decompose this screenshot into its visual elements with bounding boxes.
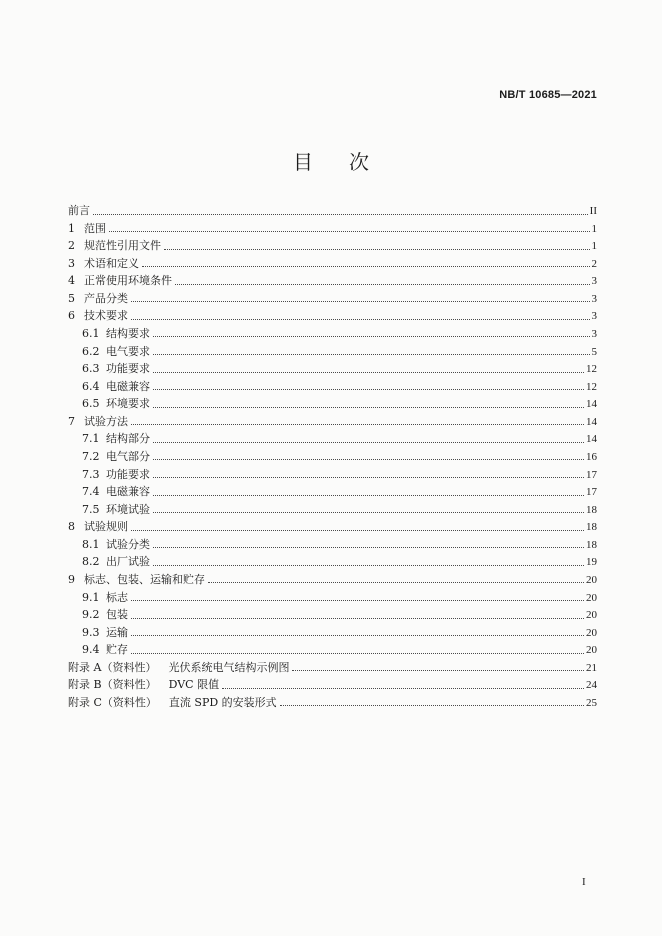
- toc-entry: [82, 624, 597, 642]
- toc-entry-number: 8.1: [82, 537, 100, 551]
- toc-entry-number: 附录 A（资料性）: [68, 660, 157, 674]
- toc-entry-number: 7: [68, 414, 75, 428]
- toc-entry-title: 功能要求: [106, 467, 150, 481]
- dot-leader: [153, 407, 584, 408]
- toc-entry: [68, 307, 597, 325]
- dot-leader: [153, 459, 584, 460]
- toc-entry-page: 18: [586, 503, 597, 516]
- toc-entry-title: 试验规则: [84, 520, 128, 534]
- dot-leader: [164, 249, 590, 250]
- dot-leader: [153, 336, 590, 337]
- toc-entry-title: 结构部分: [106, 432, 150, 446]
- toc-entry-number: 附录 C（资料性）: [68, 695, 157, 709]
- toc-entry-page: 3: [591, 327, 597, 340]
- toc-entry: [68, 255, 597, 273]
- toc-entry-number: 4: [68, 274, 75, 288]
- dot-leader: [109, 231, 590, 232]
- toc-entry-page: 1: [591, 222, 597, 235]
- toc-entry: [68, 659, 597, 677]
- toc-entry-title: 规范性引用文件: [84, 239, 161, 253]
- toc-entry-page: 12: [586, 380, 597, 393]
- toc-entry-title: 贮存: [106, 643, 128, 657]
- toc-entry-title: 标志: [106, 590, 128, 604]
- toc-entry-title: 结构要求: [106, 326, 150, 340]
- toc-entry-page: 14: [586, 433, 597, 446]
- toc-entry-page: 19: [586, 556, 597, 569]
- toc-entry-title: 运输: [106, 625, 128, 639]
- toc-entry-page: 17: [586, 486, 597, 499]
- toc-entry-title: 标志、包装、运输和贮存: [84, 572, 205, 586]
- dot-leader: [131, 618, 584, 619]
- dot-leader: [131, 530, 584, 531]
- toc-entry-title: DVC 限值: [168, 678, 220, 692]
- standard-number: NB/T 10685—2021: [499, 89, 597, 101]
- dot-leader: [280, 705, 584, 706]
- dot-leader: [142, 266, 590, 267]
- toc-entry-number: 9.2: [82, 608, 100, 622]
- dot-leader: [175, 284, 590, 285]
- toc-entry-page: 18: [586, 538, 597, 551]
- toc-entry: [82, 395, 597, 413]
- toc-entry: [82, 325, 597, 343]
- toc-entry-page: 12: [586, 363, 597, 376]
- toc-entry-number: 9.3: [82, 625, 100, 639]
- toc-entry-title: 正常使用环境条件: [84, 274, 172, 288]
- toc-entry: [82, 483, 597, 501]
- toc-entry-number: 7.2: [82, 449, 100, 463]
- toc-entry: [68, 290, 597, 308]
- toc-entry-page: 20: [586, 644, 597, 657]
- toc-entry-title: 电磁兼容: [106, 485, 150, 499]
- toc-entry: [68, 413, 597, 431]
- toc-entry-number: 3: [68, 256, 75, 270]
- toc-entry-title: 产品分类: [84, 291, 128, 305]
- toc-entry-title: 试验方法: [84, 414, 128, 428]
- toc-entry-number: 8: [68, 520, 75, 534]
- toc-entry-title: 环境要求: [106, 397, 150, 411]
- dot-leader: [131, 635, 584, 636]
- toc-entry-number: 5: [68, 291, 75, 305]
- toc-entry-number: 7.3: [82, 467, 100, 481]
- toc-entry-number: 6.4: [82, 379, 100, 393]
- toc-entry-number: 2: [68, 239, 75, 253]
- toc-entry-number: 6.1: [82, 326, 100, 340]
- toc-entry-title: 术语和定义: [84, 256, 139, 270]
- toc-entry-title: 光伏系统电气结构示例图: [168, 660, 290, 674]
- toc-entry-number: 7.5: [82, 502, 100, 516]
- toc-entry-page: 14: [586, 398, 597, 411]
- toc-entry: [82, 430, 597, 448]
- toc-entry: [68, 694, 597, 712]
- footer-page-number: I: [582, 876, 586, 888]
- toc-entry-title: 电气部分: [106, 449, 150, 463]
- toc-entry-page: II: [589, 205, 597, 217]
- toc-entry-title: 试验分类: [106, 537, 150, 551]
- dot-leader: [153, 565, 584, 566]
- dot-leader: [292, 670, 584, 671]
- toc-entry-page: 14: [586, 415, 597, 428]
- toc-entry-page: 20: [586, 609, 597, 622]
- toc-entry-page: 3: [591, 275, 597, 288]
- toc-entry-page: 1: [591, 240, 597, 253]
- toc-entry-page: 3: [591, 292, 597, 305]
- dot-leader: [131, 301, 590, 302]
- toc-entry-number: 6.2: [82, 344, 100, 358]
- toc-entry-title: 电气要求: [106, 344, 150, 358]
- dot-leader: [222, 688, 584, 689]
- dot-leader: [153, 477, 584, 478]
- dot-leader: [153, 512, 584, 513]
- toc-entry: [82, 641, 597, 659]
- toc-entry: [82, 501, 597, 519]
- toc-entry-title: 范围: [84, 221, 106, 235]
- toc-entry-title: 包装: [106, 608, 128, 622]
- toc-entry: [68, 518, 597, 536]
- toc-entry-title: 电磁兼容: [106, 379, 150, 393]
- dot-leader: [131, 424, 584, 425]
- toc-entry-number: 9.4: [82, 643, 100, 657]
- dot-leader: [131, 600, 584, 601]
- page-title: 目次: [293, 150, 405, 174]
- toc-entry-title: 出厂试验: [106, 555, 150, 569]
- toc-entry-title: 直流 SPD 的安装形式: [168, 695, 277, 709]
- toc-entry-number: 6.3: [82, 362, 100, 376]
- toc-entry-number: 7.4: [82, 485, 100, 499]
- toc-entry-number: 附录 B（资料性）: [68, 678, 157, 692]
- dot-leader: [153, 495, 584, 496]
- toc-entry: [82, 466, 597, 484]
- toc-entry-title: 环境试验: [106, 502, 150, 516]
- toc-entry-page: 17: [586, 468, 597, 481]
- toc-entry: [82, 378, 597, 396]
- dot-leader: [131, 653, 584, 654]
- toc-entry: [82, 343, 597, 361]
- toc-entry-number: 7.1: [82, 432, 100, 446]
- toc-entry: [82, 589, 597, 607]
- toc-entry: [68, 202, 597, 220]
- toc-entry-number: 9.1: [82, 590, 100, 604]
- dot-leader: [153, 389, 584, 390]
- toc-entry-page: 25: [586, 696, 597, 709]
- dot-leader: [153, 354, 590, 355]
- toc-entry-number: 6.5: [82, 397, 100, 411]
- toc-entry: [82, 606, 597, 624]
- dot-leader: [153, 372, 584, 373]
- dot-leader: [153, 547, 584, 548]
- toc-entry: [82, 448, 597, 466]
- toc-entry-page: 21: [586, 661, 597, 674]
- toc-entry: [68, 237, 597, 255]
- toc-entry: [82, 553, 597, 571]
- toc-entry-page: 3: [591, 310, 597, 323]
- toc-entry: [82, 536, 597, 554]
- toc-entry: [68, 272, 597, 290]
- toc-entry: [68, 676, 597, 694]
- toc-entry-title: 功能要求: [106, 362, 150, 376]
- toc-entry-number: 8.2: [82, 555, 100, 569]
- dot-leader: [208, 582, 584, 583]
- toc-entry-title: 技术要求: [84, 309, 128, 323]
- toc-entry-page: 16: [586, 450, 597, 463]
- toc-entry-page: 2: [591, 257, 597, 270]
- toc-entry-page: 5: [591, 345, 597, 358]
- toc-entry: [68, 571, 597, 589]
- dot-leader: [131, 319, 590, 320]
- dot-leader: [153, 442, 584, 443]
- toc-entry: [68, 220, 597, 238]
- toc-entry-number: 9: [68, 572, 75, 586]
- toc-entry: [82, 360, 597, 378]
- toc-entry-title: 前言: [68, 204, 90, 217]
- toc-entry-page: 18: [586, 521, 597, 534]
- toc-entry-page: 20: [586, 626, 597, 639]
- toc-entry-number: 1: [68, 221, 75, 235]
- toc-entry-page: 20: [586, 591, 597, 604]
- toc-entry-number: 6: [68, 309, 75, 323]
- dot-leader: [93, 214, 588, 215]
- toc-entry-page: 20: [586, 573, 597, 586]
- toc-entry-page: 24: [586, 679, 597, 692]
